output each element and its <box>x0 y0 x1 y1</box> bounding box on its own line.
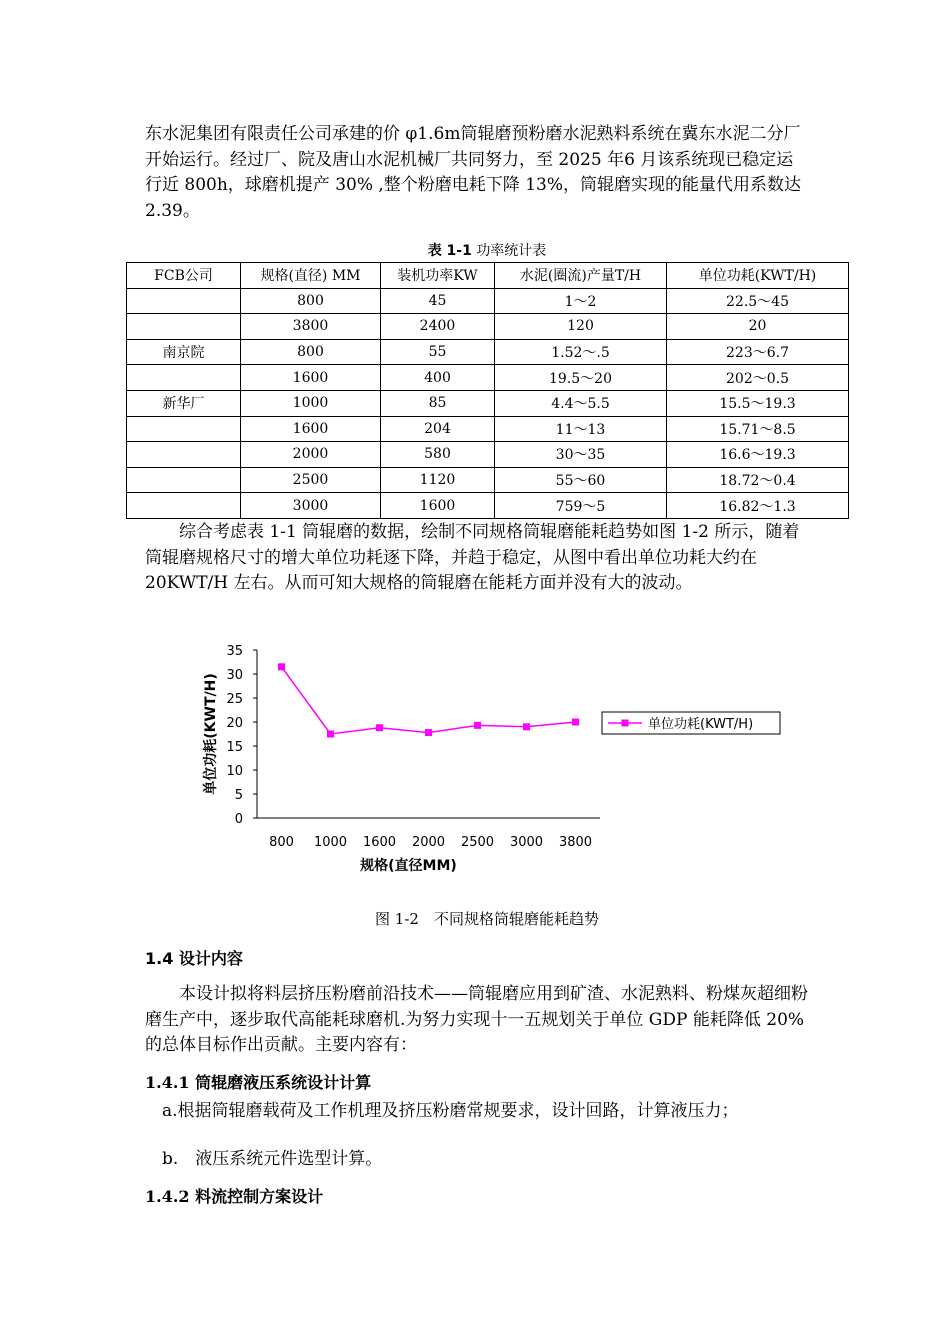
legend-label: 单位功耗(KWT/H) <box>648 717 754 732</box>
y-tick-label: 25 <box>226 692 243 707</box>
x-tick-label: 2000 <box>411 835 446 850</box>
x-tick-label: 1000 <box>313 835 348 850</box>
y-axis-title: 单位功耗(KWT/H) <box>203 673 219 795</box>
data-point <box>376 724 383 731</box>
table-cell: 204 <box>381 416 495 442</box>
legend-marker <box>622 720 629 727</box>
table-cell: 16.6～19.3 <box>667 442 849 468</box>
table-header-cell: 单位功耗(KWT/H) <box>667 263 849 289</box>
table-cell: 223～6.7 <box>667 339 849 365</box>
table-row <box>127 467 849 493</box>
table-header-cell: FCB公司 <box>127 263 241 289</box>
table-cell: 1～2 <box>495 288 667 314</box>
y-tick-label: 30 <box>226 668 243 683</box>
section-number: 1.4.2 <box>145 1187 190 1206</box>
table-cell <box>127 365 241 391</box>
data-point <box>327 731 334 738</box>
table-cell <box>127 416 241 442</box>
list-item-b: b. 液压系统元件选型计算。 <box>162 1149 383 1169</box>
table-cell: 759～5 <box>495 493 667 519</box>
table-cell: 16.82～1.3 <box>667 493 849 519</box>
table-cell: 南京院 <box>127 339 241 365</box>
data-point <box>474 722 481 729</box>
section-heading-1-4-1 <box>145 1070 371 1093</box>
table-cell <box>127 288 241 314</box>
energy-trend-chart <box>195 640 795 880</box>
table-header-cell: 水泥(圈流)产量T/H <box>495 263 667 289</box>
table-cell: 20 <box>667 314 849 340</box>
list-item-a: a.根据筒辊磨载荷及工作机理及挤压粉磨常规要求，设计回路，计算液压力； <box>162 1101 739 1121</box>
y-tick-label: 10 <box>226 764 243 779</box>
table-cell <box>127 442 241 468</box>
table-caption-number: 表 1-1 <box>427 243 472 259</box>
section-title: 筒辊磨液压系统设计计算 <box>195 1073 372 1092</box>
table-cell: 45 <box>381 288 495 314</box>
section-title: 设计内容 <box>178 949 243 968</box>
table-cell: 3000 <box>241 493 381 519</box>
table-row <box>127 390 849 416</box>
table-cell: 19.5～20 <box>495 365 667 391</box>
table-cell <box>127 467 241 493</box>
table-cell <box>127 314 241 340</box>
x-tick-label: 3800 <box>558 835 593 850</box>
section-number: 1.4 <box>145 949 174 968</box>
table-cell <box>127 493 241 519</box>
table-caption-title: 功率统计表 <box>476 243 547 259</box>
table-header-cell: 装机功率KW <box>381 263 495 289</box>
data-point <box>572 719 579 726</box>
section-title: 料流控制方案设计 <box>195 1187 324 1206</box>
table-caption <box>126 240 848 260</box>
x-tick-label: 3000 <box>509 835 544 850</box>
table-cell: 1600 <box>241 416 381 442</box>
table-cell: 1120 <box>381 467 495 493</box>
table-cell: 新华厂 <box>127 390 241 416</box>
table-header-cell: 规格(直径) MM <box>241 263 381 289</box>
table-cell: 2500 <box>241 467 381 493</box>
y-tick-label: 35 <box>226 644 243 659</box>
table-cell: 2000 <box>241 442 381 468</box>
y-tick-label: 15 <box>226 740 243 755</box>
table-row <box>127 314 849 340</box>
data-point <box>425 729 432 736</box>
design-paragraph: 本设计拟将料层挤压粉磨前沿技术——筒辊磨应用到矿渣、水泥熟料、粉煤灰超细粉磨生产中，逐步取代高能耗球磨机.为努力实现十一五规划关于单位 GDP 能耗降低 20%的总体目标作出贡献。主要内容有： <box>145 984 808 1055</box>
table-cell: 202～0.5 <box>667 365 849 391</box>
table-row <box>127 339 849 365</box>
table-cell: 1600 <box>381 493 495 519</box>
table-cell: 22.5～45 <box>667 288 849 314</box>
table-cell: 2400 <box>381 314 495 340</box>
table-cell: 85 <box>381 390 495 416</box>
section-heading-1-4 <box>145 946 243 969</box>
x-tick-label: 800 <box>269 835 294 850</box>
table-row <box>127 365 849 391</box>
table-cell: 3800 <box>241 314 381 340</box>
table-cell: 4.4～5.5 <box>495 390 667 416</box>
table-cell: 120 <box>495 314 667 340</box>
table-cell: 1000 <box>241 390 381 416</box>
table-cell: 800 <box>241 339 381 365</box>
figure-caption: 图 1-2 不同规格筒辊磨能耗趋势 <box>375 910 599 928</box>
y-tick-label: 5 <box>234 788 243 803</box>
table-cell: 55～60 <box>495 467 667 493</box>
table-cell: 30～35 <box>495 442 667 468</box>
table-row <box>127 416 849 442</box>
table-cell: 580 <box>381 442 495 468</box>
table-cell: 18.72～0.4 <box>667 467 849 493</box>
section-heading-1-4-2 <box>145 1184 323 1207</box>
x-tick-label: 1600 <box>362 835 397 850</box>
data-point <box>523 723 530 730</box>
table-cell: 800 <box>241 288 381 314</box>
analysis-paragraph: 综合考虑表 1-1 筒辊磨的数据，绘制不同规格筒辊磨能耗趋势如图 1-2 所示，随着筒辊磨规格尺寸的增大单位功耗逐下降，并趋于稳定，从图中看出单位功耗大约在 20KWT/H 左右。从而可知大规格的筒辊磨在能耗方面并没有大的波动。 <box>145 522 800 593</box>
power-statistics-table <box>126 262 849 519</box>
table-cell: 15.71～8.5 <box>667 416 849 442</box>
table-cell: 400 <box>381 365 495 391</box>
table-header-row <box>127 263 849 289</box>
table-row <box>127 493 849 519</box>
y-tick-label: 20 <box>226 716 243 731</box>
table-cell: 55 <box>381 339 495 365</box>
x-tick-label: 2500 <box>460 835 495 850</box>
data-point <box>278 663 285 670</box>
intro-paragraph: 东水泥集团有限责任公司承建的价 φ1.6m筒辊磨预粉磨水泥熟料系统在冀东水泥二分厂开始运行。经过厂、院及唐山水泥机械厂共同努力，至 2025 年6 月该系统现已稳定运行近 800h，球磨机提产 30% ,整个粉磨电耗下降 13%，筒辊磨实现的能量代用系数达 2.39。 <box>145 124 801 221</box>
series-line <box>282 667 576 734</box>
x-axis-title: 规格(直径MM) <box>360 858 457 874</box>
section-number: 1.4.1 <box>145 1073 190 1092</box>
table-cell: 1600 <box>241 365 381 391</box>
table-row <box>127 288 849 314</box>
y-tick-label: 0 <box>234 812 243 827</box>
table-cell: 11～13 <box>495 416 667 442</box>
table-cell: 1.52～.5 <box>495 339 667 365</box>
table-cell: 15.5～19.3 <box>667 390 849 416</box>
table-row <box>127 442 849 468</box>
